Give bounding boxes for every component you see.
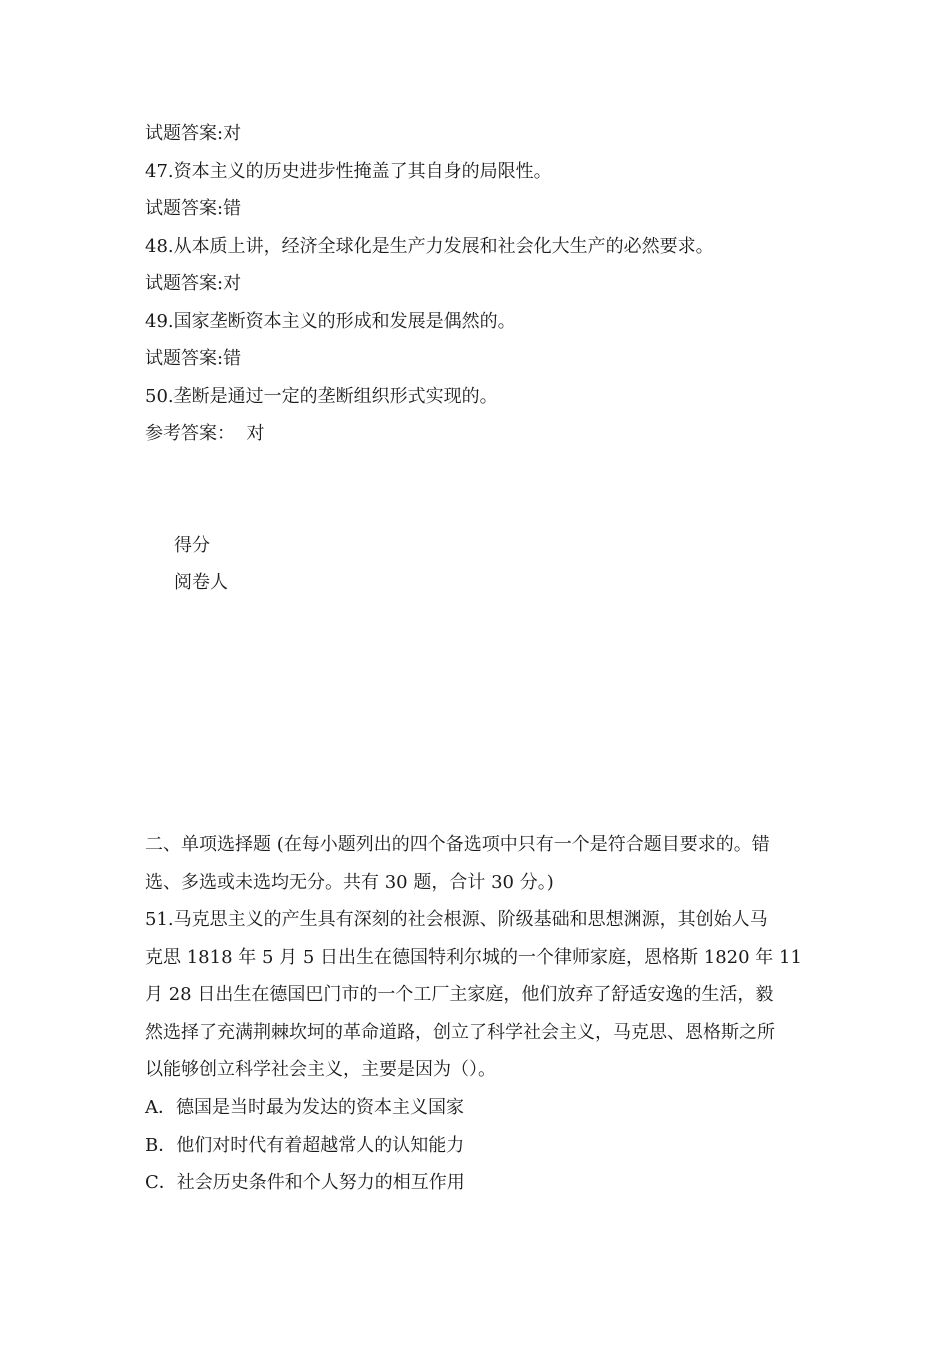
question-48: 48.从本质上讲，经济全球化是生产力发展和社会化大生产的必然要求。	[145, 236, 714, 257]
answer-48: 试题答案:对	[145, 273, 242, 294]
question-47: 47.资本主义的历史进步性掩盖了其自身的局限性。	[145, 161, 552, 182]
answer-49: 试题答案:错	[145, 348, 242, 369]
question-50: 50.垄断是通过一定的垄断组织形式实现的。	[145, 386, 498, 407]
question-51-line-2: 克思 1818 年 5 月 5 日出生在德国特利尔城的一个律师家庭，恩格斯 1820 年 11	[145, 946, 802, 968]
option-c: C．社会历史条件和个人努力的相互作用	[145, 1172, 465, 1193]
section-heading-line-2: 选、多选或未选均无分。共有 30 题，合计 30 分。)	[145, 871, 554, 893]
question-51-line-5: 以能够创立科学社会主义，主要是因为（）。	[145, 1059, 496, 1080]
option-b: B．他们对时代有着超越常人的认知能力	[145, 1135, 465, 1156]
answer-50: 参考答案： 对	[145, 423, 265, 444]
section-heading-line-1: 二、单项选择题 (在每小题列出的四个备选项中只有一个是符合题目要求的。错	[145, 834, 770, 855]
section-heading	[145, 826, 811, 901]
answer-46: 试题答案:对	[145, 123, 242, 144]
question-51-line-3: 月 28 日出生在德国巴门市的一个工厂主家庭，他们放弃了舒适安逸的生活，毅	[145, 984, 774, 1005]
question-49: 49.国家垄断资本主义的形成和发展是偶然的。	[145, 311, 516, 332]
grader-label: 阅卷人	[174, 572, 228, 593]
answer-47: 试题答案:错	[145, 198, 242, 219]
score-label: 得分	[174, 535, 210, 556]
question-51-line-4: 然选择了充满荆棘坎坷的革命道路，创立了科学社会主义，马克思、恩格斯之所	[145, 1021, 775, 1043]
option-a: A．德国是当时最为发达的资本主义国家	[145, 1097, 464, 1118]
question-51-stem	[145, 901, 811, 1089]
question-51-line-1: 51.马克思主义的产生具有深刻的社会根源、阶级基础和思想渊源，其创始人马	[145, 909, 768, 930]
